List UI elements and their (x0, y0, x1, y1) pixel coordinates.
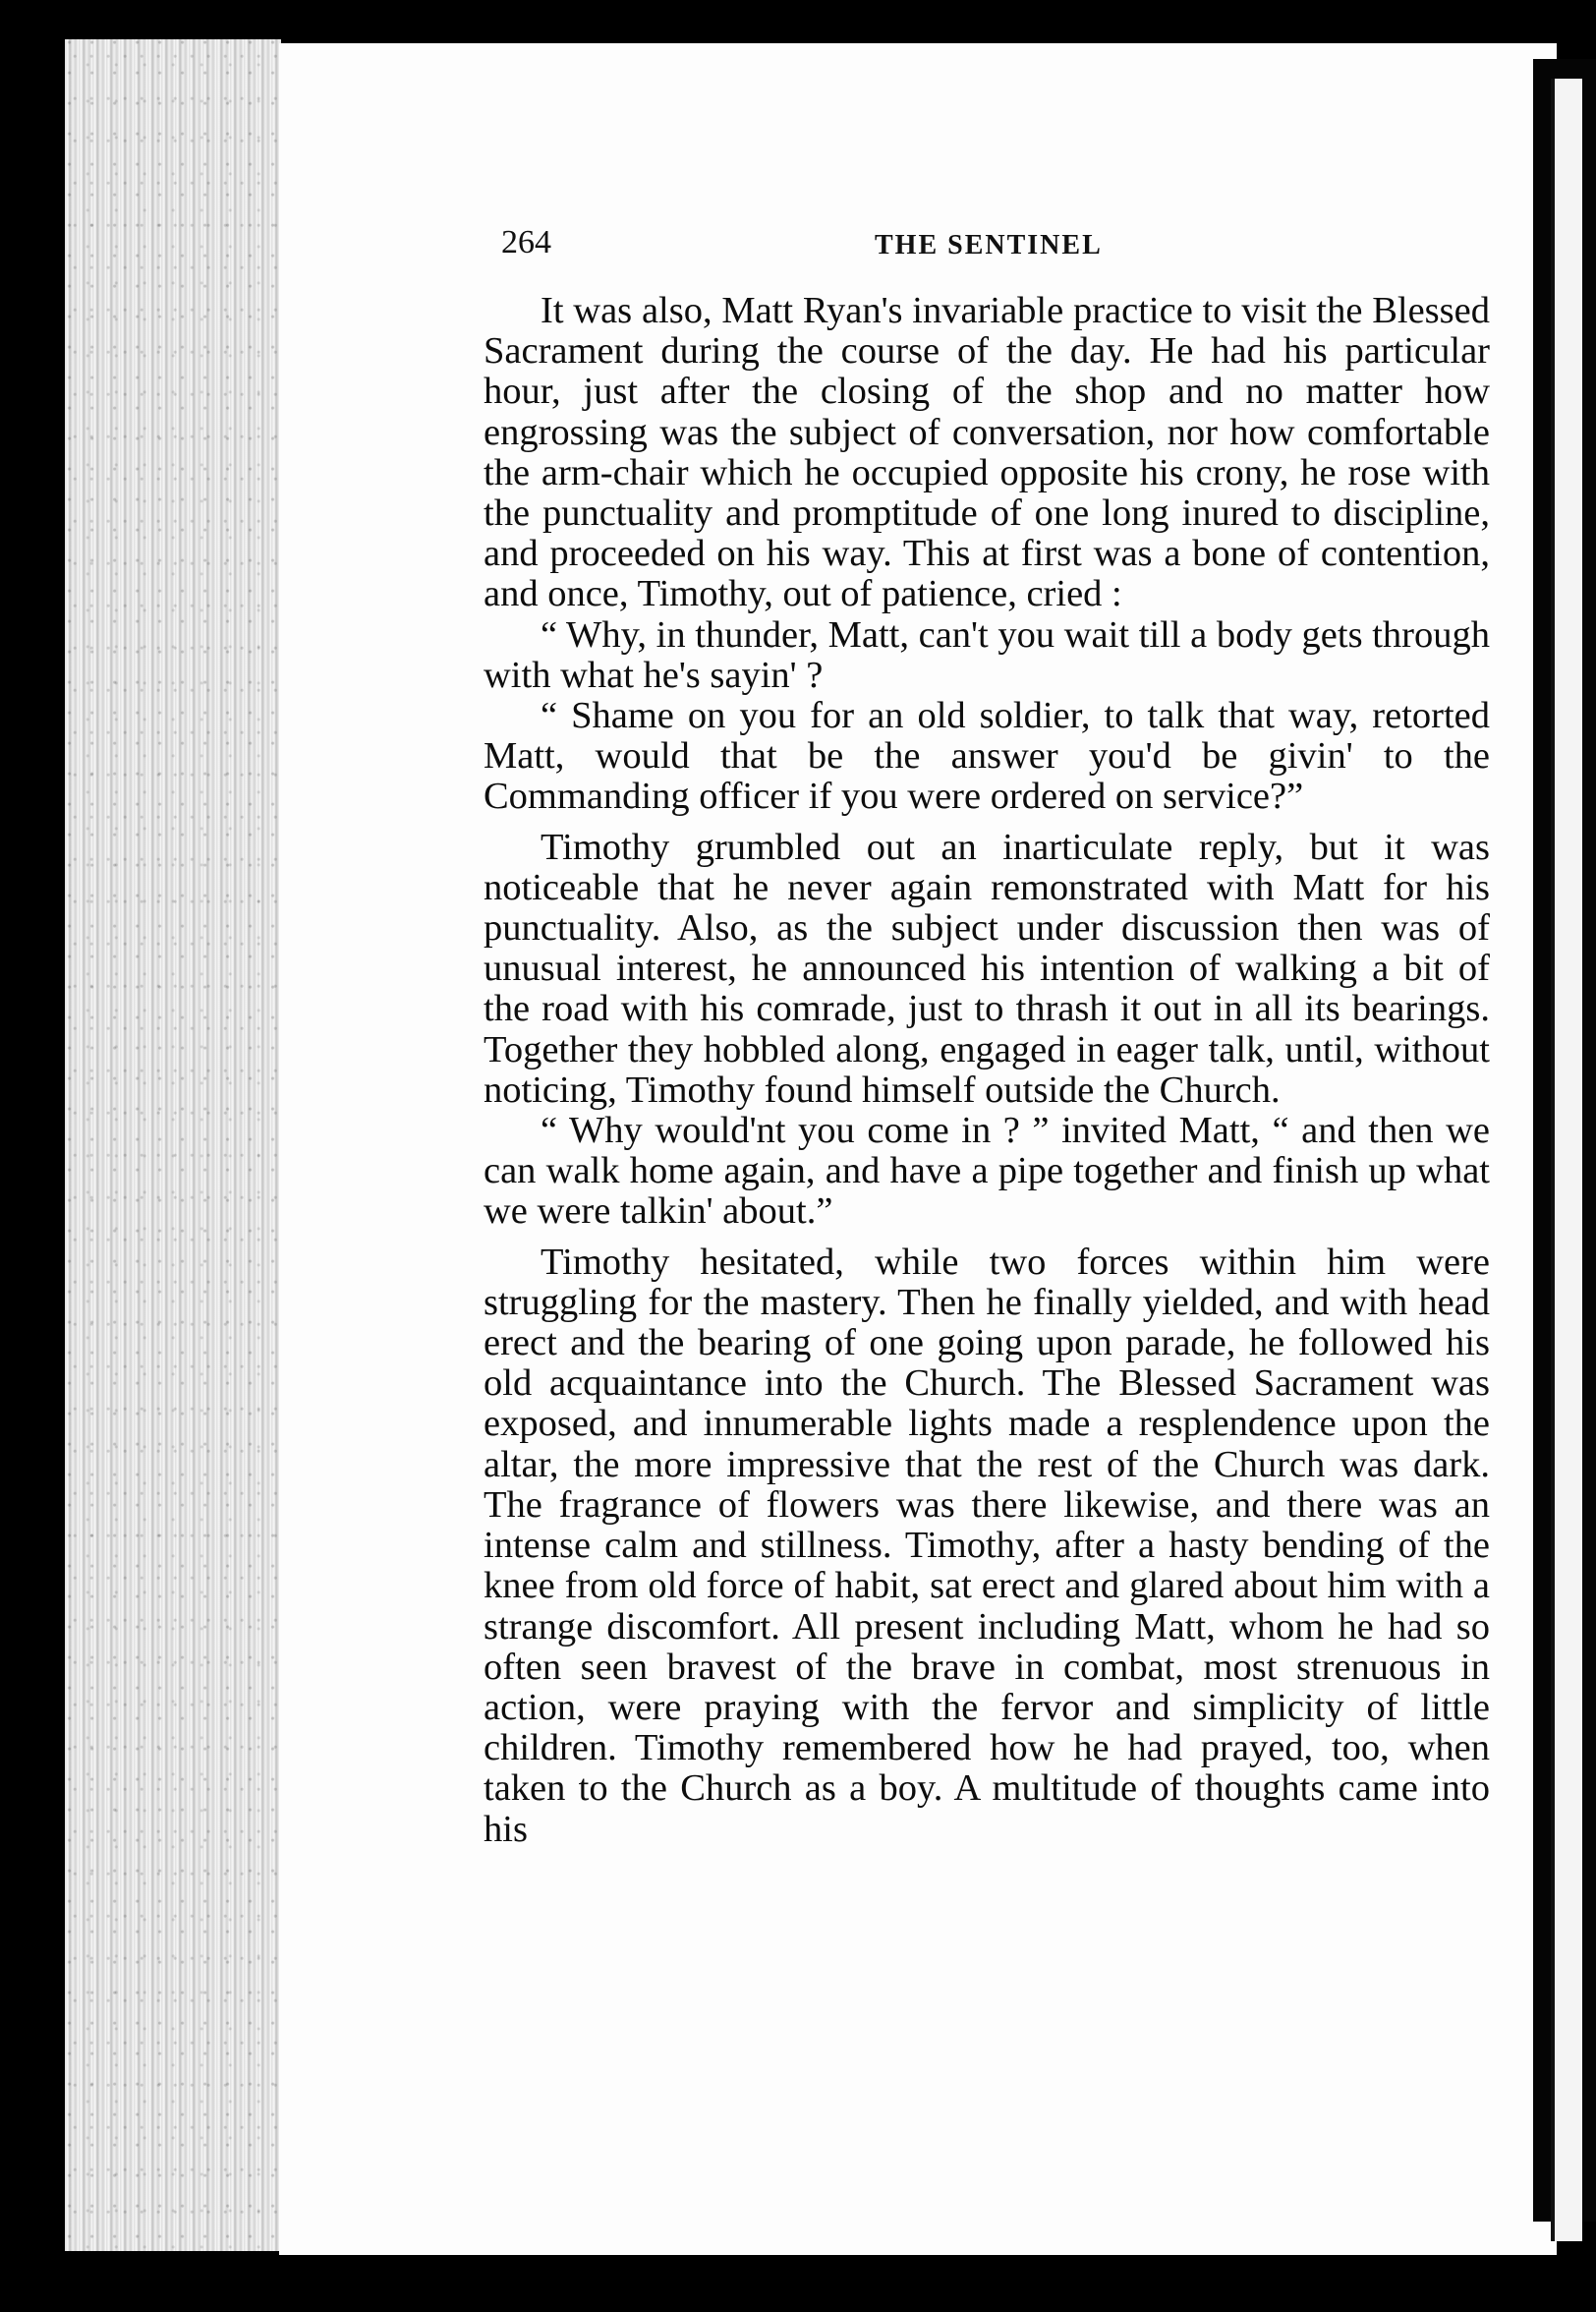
body-text (484, 291, 1490, 1850)
facing-page-edge (1551, 79, 1582, 2241)
paragraph: “ Shame on you for an old soldier, to talk that way, retorted Matt, would that be the answer you'd be givin' to the Commanding officer if you were ordered on service?” (484, 695, 1490, 818)
paragraph: Timothy hesitated, while two forces within him were struggling for the mastery. Then he finally yielded, and with head erect and the bearing of one going upon parade, he followed his old acquaintance into the Church. The Blessed Sacrament was exposed, and innumerable lights made a resplendence upon the altar, the more impressive that the rest of the Church was dark. The fragrance of flowers was there likewise, and there was an intense calm and stillness. Timothy, after a hasty bending of the knee from old force of habit, sat erect and glared about him with a strange discomfort. All present including Matt, whom he had so often seen bravest of the brave in combat, most strenuous in action, were praying with the fervor and simplicity of little children. Timothy remembered how he had prayed, too, when taken to the Church as a boy. A multitude of thoughts came into his (484, 1241, 1490, 1850)
page-header (501, 224, 1494, 273)
page-number: 264 (501, 224, 551, 260)
paragraph: It was also, Matt Ryan's invariable practice to visit the Blessed Sacrament during the course of the day. He had his particular hour, just after the closing of the shop and no matter how engrossing was the subject of conversation, nor how comfortable the arm-chair which he occupied opposite his crony, he rose with the punctuality and promptitude of one long inured to discipline, and proceeded on his way. This at first was a bone of contention, and once, Timothy, out of patience, cried : (484, 290, 1490, 615)
paragraph: Timothy grumbled out an inarticulate reply, but it was noticeable that he never again remonstrated with Matt for his punctuality. Also, as the subject under discussion then was of unusual interest, he announced his intention of walking a bit of the road with his comrade, just to thrash it out in all its bearings. Together they hobbled along, engaged in eager talk, until, without noticing, Timothy found himself outside the Church. (484, 826, 1490, 1111)
running-head: THE SENTINEL (875, 230, 1103, 260)
book-page-edges (65, 39, 281, 2251)
paragraph: “ Why, in thunder, Matt, can't you wait till a body gets through with what he's sayin' ? (484, 613, 1490, 696)
paragraph: “ Why would'nt you come in ? ” invited Matt, “ and then we can walk home again, and have a pipe together and finish up what we were talkin' about.” (484, 1110, 1490, 1233)
